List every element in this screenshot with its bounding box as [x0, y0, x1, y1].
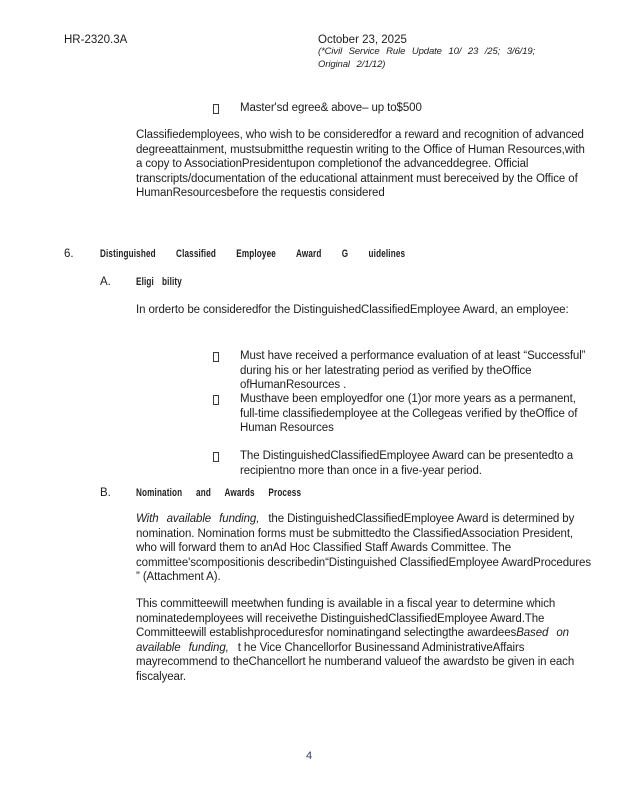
nomination-paragraph-1-rest: the DistinguishedClassifiedEmployee Award is determined by nomination. Nomination forms must be submittedto the ClassifiedAssociation President, who will forward them to anAd Hoc Classified Staff Awards Committee. The committee'scompositionis describedin“Distinguished ClassifiedEmployee AwardProcedures ” (Attachment A).	[136, 513, 591, 583]
nomination-paragraph-2-italic: Based on available funding,	[136, 627, 569, 654]
square-bullet-icon	[213, 452, 219, 462]
eligibility-bullet-1	[213, 349, 592, 393]
revision-note-line1: (*Civil Service Rule Update 10/ 23 /25; 3/6/19;	[318, 46, 536, 57]
revision-note-line2: Original 2/1/12)	[318, 58, 386, 70]
eligibility-bullet-2-text: Musthave been employedfor one (1)or more years as a permanent, full-time classifiedemployee at the Collegeas verified by theOffice of Human Resources	[240, 393, 578, 434]
square-bullet-icon	[213, 395, 219, 405]
nomination-paragraph-2	[136, 597, 596, 684]
eligibility-bullet-1-text: Must have received a performance evaluation of at least “Successful” during his or her latestrating period as verified by theOffice ofHumanResources .	[240, 350, 586, 391]
section-6-heading	[64, 248, 512, 260]
subsection-b-title: Nomination and Awards Process	[136, 487, 302, 499]
award-amount-text: Master'sd egree& above– up to$500	[240, 102, 422, 114]
subsection-b-label: B.	[100, 487, 111, 499]
eligibility-bullet-2	[213, 392, 592, 436]
nomination-paragraph-2-start: This committeewill meetwhen funding is available in a fiscal year to determine which nominatedemployees will receivethe DistinguishedClassifiedEmployee Award.The Committeewill establishproceduresfor nominatingand selectingthe awardees	[136, 598, 556, 639]
subsection-a-label: A.	[100, 276, 111, 288]
nomination-paragraph-1-italic: With available funding,	[136, 513, 260, 525]
eligibility-bullet-3	[213, 449, 592, 478]
eligibility-bullet-3-text: The DistinguishedClassifiedEmployee Award can be presentedto a recipientno more than once in a five-year period.	[240, 450, 574, 477]
subsection-a-title: Eligi bility	[136, 276, 182, 288]
subsection-b-heading	[100, 487, 359, 499]
award-amount-bullet	[213, 101, 592, 116]
subsection-a-heading	[100, 276, 198, 288]
page-number: 4	[305, 750, 313, 762]
eligibility-intro: In orderto be consideredfor the DistinguishedClassifiedEmployee Award, an employee:	[136, 304, 569, 316]
section-6-title: Distinguished Classified Employee Award G uidelines	[100, 248, 406, 260]
square-bullet-icon	[213, 104, 219, 114]
nomination-paragraph-2-end: t he Vice Chancellorfor Businessand AdministrativeAffairs mayrecommend to theChancellort he numberand valueof the awardsto be given in each fiscalyear.	[136, 641, 575, 683]
nomination-paragraph-1	[136, 512, 596, 585]
doc-number: HR-2320.3A	[64, 34, 128, 46]
square-bullet-icon	[213, 352, 219, 362]
header-date: October 23, 2025	[318, 34, 407, 46]
paragraph-advanced-degree: Classifiedemployees, who wish to be consideredfor a reward and recognition of advanced degreeattainment, mustsubmitthe requestin writing to the Office of Human Resources,with a copy to AssociationPresidentupon completionof the advanceddegree. Official transcripts/documentation of the educational attainment must bereceived by the Office of HumanResourcesbefore the requestis considered	[136, 129, 585, 199]
header-date-block	[318, 34, 590, 71]
revision-note	[318, 46, 590, 71]
section-6-number: 6.	[64, 248, 74, 260]
